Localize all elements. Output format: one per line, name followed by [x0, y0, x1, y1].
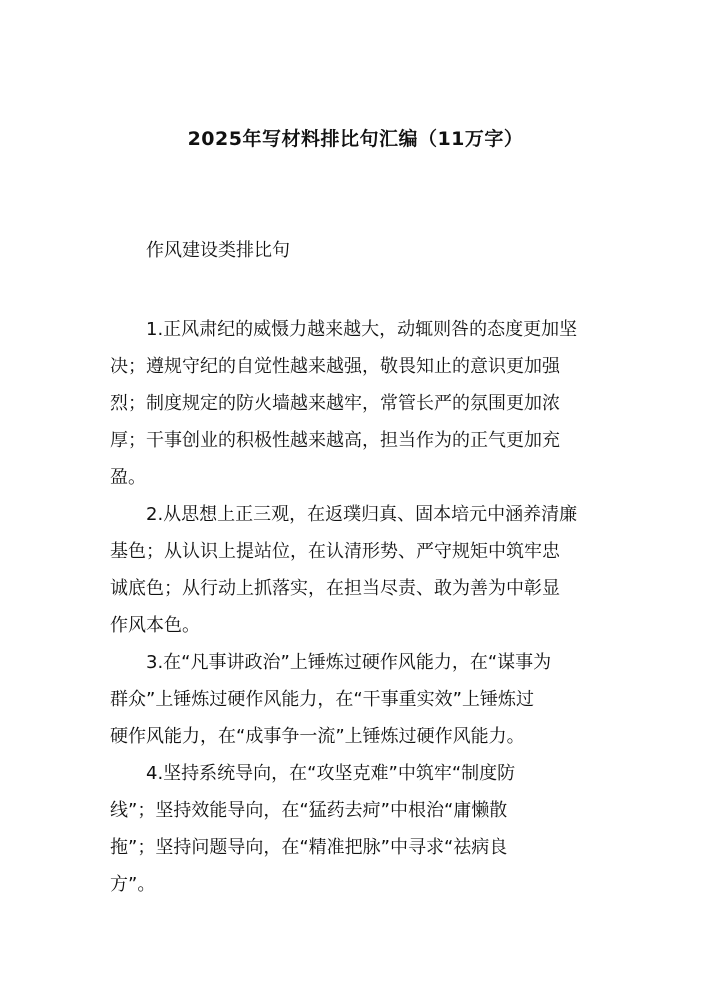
- paragraph-3: [110, 644, 604, 755]
- document-body: [110, 311, 604, 903]
- paragraph-line: 3.在“凡事讲政治”上锤炼过硬作风能力，在“谋事为: [146, 652, 552, 673]
- paragraph-2: [110, 496, 604, 644]
- paragraph-line: 群众”上锤炼过硬作风能力，在“干事重实效”上锤炼过: [110, 689, 534, 710]
- paragraph-4: [110, 755, 604, 903]
- document-title: 2025年写材料排比句汇编（11万字）: [187, 128, 524, 150]
- paragraph-line: 1.正风肃纪的威慑力越来越大，动辄则咎的态度更加坚: [146, 319, 578, 340]
- paragraph-line: 方”。: [110, 874, 156, 895]
- paragraph-line: 决；遵规守纪的自觉性越来越强，敬畏知止的意识更加强: [110, 356, 560, 377]
- paragraph-line: 诚底色；从行动上抓落实，在担当尽责、敢为善为中彰显: [110, 578, 560, 599]
- paragraph-line: 硬作风能力，在“成事争一流”上锤炼过硬作风能力。: [110, 726, 525, 747]
- paragraph-line: 线”；坚持效能导向，在“猛药去疴”中根治“庸懒散: [110, 800, 508, 821]
- paragraph-line: 盈。: [110, 467, 146, 488]
- paragraph-line: 拖”；坚持问题导向，在“精准把脉”中寻求“祛病良: [110, 837, 508, 858]
- paragraph-line: 2.从思想上正三观，在返璞归真、固本培元中涵养清廉: [146, 504, 578, 525]
- paragraph-line: 4.坚持系统导向，在“攻坚克难”中筑牢“制度防: [146, 763, 516, 784]
- paragraph-line: 烈；制度规定的防火墙越来越牢，常管长严的氛围更加浓: [110, 393, 560, 414]
- paragraph-line: 基色；从认识上提站位，在认清形势、严守规矩中筑牢忠: [110, 541, 560, 562]
- section-heading: 作风建设类排比句: [146, 240, 290, 261]
- paragraph-line: 厚；干事创业的积极性越来越高，担当作为的正气更加充: [110, 430, 560, 451]
- paragraph-1: [110, 311, 604, 496]
- paragraph-line: 作风本色。: [110, 615, 200, 636]
